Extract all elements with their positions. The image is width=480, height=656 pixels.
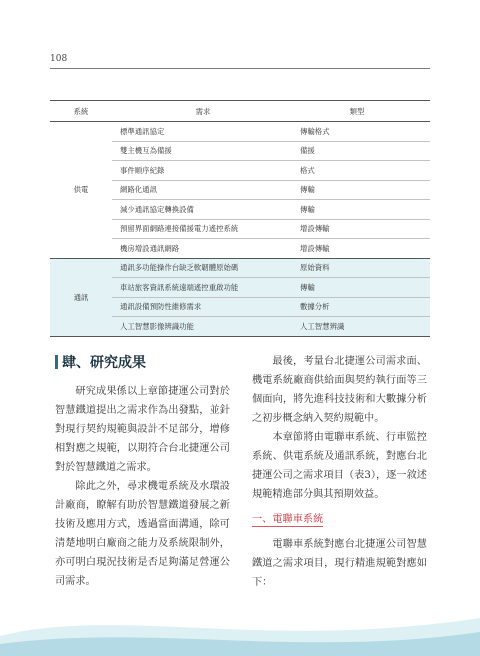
- table-row: [112, 142, 430, 162]
- cell-requirement: 人工智慧影像辨識功能: [120, 321, 194, 331]
- header-requirement: 需求: [195, 106, 211, 116]
- cell-type: 傳輸格式: [300, 126, 330, 136]
- paragraph: 本章節將由電聯車系統、行車監控系統、供電系統及通訊系統，對應台北捷運公司之需求項目（表3），逐一敘述規範精進部分與其預期效益。: [252, 432, 427, 500]
- cell-type: 增設傳輸: [300, 243, 330, 253]
- cell-requirement: 車站旅客資訊系統遠端遙控重啟功能: [120, 282, 239, 292]
- title-accent-bar: [55, 355, 58, 369]
- cell-requirement: 機房增設通訊網路: [120, 243, 180, 253]
- table-row: [112, 200, 430, 220]
- table-row: [112, 161, 430, 181]
- cell-requirement: 網路化通訊: [120, 185, 157, 195]
- table-header: [50, 100, 430, 122]
- cell-type: 人工智慧辨識: [300, 321, 345, 331]
- group-label: 通訊: [73, 292, 89, 302]
- paragraph: 最後，考量台北捷運公司需求面、機電系統廠商供給面與契約執行面等三個面向，將先進科技技術和大數據分析之初步概念納入契約規範中。: [252, 356, 427, 424]
- decorative-wave: [0, 596, 480, 656]
- section-title: [55, 352, 230, 372]
- paragraph: 研究成果係以上章節捷運公司對於智慧鐵道提出之需求作為出發點，並針對現行契約規範與設計不足部分，增修相對應之規範，以期符合台北捷運公司對於智慧鐵道之需求。: [55, 386, 230, 473]
- cell-type: 傳輸: [300, 185, 315, 195]
- cell-type: 增設傳輸: [300, 224, 330, 234]
- table-row: [112, 278, 430, 298]
- table-row: [112, 298, 430, 318]
- paragraph: 除此之外，尋求機電系統及水環設計廠商，瞭解有助於智慧鐵道發展之新技術及應用方式，透過當面溝通，除可清楚地明白廠商之能力及系統限制外，亦可明白現況技術是否足夠滿足營運公司需求。: [55, 481, 230, 587]
- group-label: 供電: [73, 185, 89, 195]
- table-group-power: [50, 122, 430, 258]
- header-system: 系統: [73, 106, 89, 116]
- table-row: [112, 317, 430, 336]
- table-group-comm: [50, 258, 430, 337]
- cell-requirement: 通訊設備預防性維修需求: [120, 302, 202, 312]
- left-column: [55, 352, 230, 591]
- header-rule: [50, 68, 430, 69]
- cell-type: 備援: [300, 146, 315, 156]
- cell-requirement: 通訊多功能操作台缺乏軟韌體原始碼: [120, 263, 239, 273]
- cell-type: 原始資料: [300, 263, 330, 273]
- subheading: 一、電聯車系統: [252, 510, 323, 527]
- table-row: [112, 259, 430, 279]
- cell-requirement: 雙主機互為備援: [120, 146, 172, 156]
- paragraph: 電聯車系統對應台北捷運公司智慧鐵道之需求項目，現行精進規範對應如下：: [252, 539, 427, 588]
- table-row: [112, 239, 430, 258]
- cell-requirement: 預留界面網路連接備援電力遙控系統: [120, 224, 239, 234]
- cell-type: 傳輸: [300, 204, 315, 214]
- cell-type: 數據分析: [300, 302, 330, 312]
- requirements-table: [50, 100, 430, 337]
- page-number: 108: [50, 54, 68, 64]
- table-row: [112, 220, 430, 240]
- section-title-text: 肆、研究成果: [62, 355, 146, 371]
- cell-requirement: 減少通訊協定轉換設備: [120, 204, 194, 214]
- header-type: 類型: [349, 106, 365, 116]
- right-column: [252, 352, 427, 592]
- cell-requirement: 標準通訊協定: [120, 126, 165, 136]
- table-row: [112, 181, 430, 201]
- table-row: [112, 122, 430, 142]
- cell-requirement: 事件順序紀錄: [120, 165, 165, 175]
- cell-type: 格式: [300, 165, 315, 175]
- cell-type: 傳輸: [300, 282, 315, 292]
